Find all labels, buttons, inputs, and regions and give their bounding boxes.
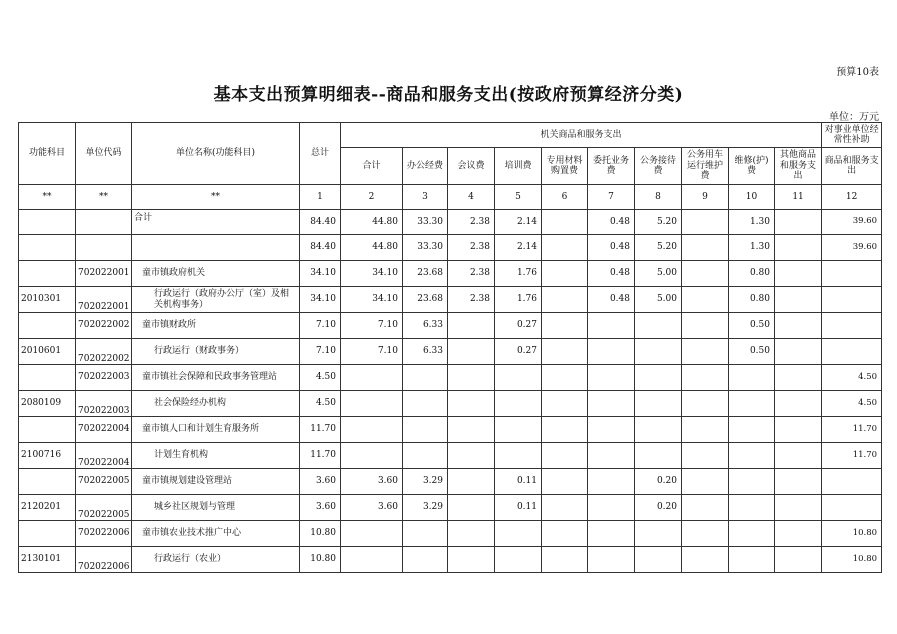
value-cell [775,287,822,313]
value-cell [682,235,729,261]
value-cell [822,313,882,339]
value-cell: 44.80 [341,235,403,261]
value-cell [682,391,729,417]
value-cell: 0.20 [635,495,682,521]
unit-code-cell: 702022005 [76,469,132,495]
value-cell: 10.80 [300,547,341,573]
value-cell: 3.60 [300,469,341,495]
value-cell [775,521,822,547]
unit-name-cell: 童市镇农业技术推广中心 [132,521,300,547]
value-cell [775,443,822,469]
index-cell: 10 [729,185,775,210]
value-cell [341,417,403,443]
value-cell [775,417,822,443]
table-row [19,495,882,521]
value-cell: 0.48 [588,210,635,235]
page-title: 基本支出预算明细表--商品和服务支出(按政府预算经济分类) [213,85,684,105]
unit-code-cell: 702022003 [76,365,132,391]
value-cell [822,339,882,365]
unit-name-cell: 童市镇规划建设管理站 [132,469,300,495]
func-subject-cell: 2120201 [19,495,76,521]
func-subject-cell: 2130101 [19,547,76,573]
value-cell [775,547,822,573]
value-cell [495,521,542,547]
column-header: 合计 [341,148,403,185]
value-cell [588,443,635,469]
value-cell [635,339,682,365]
value-cell [448,469,495,495]
value-cell [495,365,542,391]
index-cell: 12 [822,185,882,210]
index-cell: ** [76,185,132,210]
value-cell [495,443,542,469]
value-cell: 5.20 [635,210,682,235]
table-row [19,235,882,261]
table-row [19,417,882,443]
unit-label: 单位：万元 [829,112,879,123]
value-cell: 0.80 [729,261,775,287]
value-cell [542,547,588,573]
value-cell [448,521,495,547]
index-cell: 2 [341,185,403,210]
value-cell: 84.40 [300,210,341,235]
value-cell [682,287,729,313]
index-cell: 9 [682,185,729,210]
unit-code-cell: 702022001 [76,261,132,287]
value-cell [775,365,822,391]
value-cell [682,417,729,443]
func-subject-cell [19,261,76,287]
table-row [19,547,882,573]
value-cell [341,443,403,469]
value-cell: 23.68 [403,261,448,287]
column-header: 公务接待费 [635,148,682,185]
value-cell: 3.60 [341,495,403,521]
index-cell: 7 [588,185,635,210]
value-cell [448,313,495,339]
value-cell: 84.40 [300,235,341,261]
value-cell: 0.48 [588,261,635,287]
value-cell: 39.60 [822,210,882,235]
value-cell: 0.27 [495,339,542,365]
value-cell [403,391,448,417]
value-cell [542,339,588,365]
header-unit-name: 单位名称(功能科目) [132,123,300,185]
unit-name-cell: 合计 [132,210,300,235]
value-cell: 2.38 [448,210,495,235]
unit-name-cell: 行政运行（财政事务） [132,339,300,365]
value-cell: 23.68 [403,287,448,313]
value-cell [682,495,729,521]
value-cell [542,391,588,417]
func-subject-cell [19,521,76,547]
value-cell [729,365,775,391]
unit-name-cell: 行政运行（农业） [132,547,300,573]
value-cell [403,417,448,443]
header-total: 总计 [300,123,341,185]
value-cell: 11.70 [822,417,882,443]
value-cell [542,235,588,261]
value-cell [403,521,448,547]
value-cell [448,495,495,521]
table-row [19,261,882,287]
value-cell [729,521,775,547]
value-cell: 33.30 [403,235,448,261]
func-subject-cell [19,417,76,443]
value-cell [775,339,822,365]
value-cell [775,313,822,339]
unit-name-cell: 童市镇财政所 [132,313,300,339]
table-body [19,210,882,573]
unit-name-cell: 行政运行（政府办公厅（室）及相关机构事务） [132,287,300,313]
value-cell [542,469,588,495]
value-cell: 7.10 [300,313,341,339]
func-subject-cell [19,210,76,235]
index-cell: 5 [495,185,542,210]
value-cell: 5.20 [635,235,682,261]
value-cell [403,365,448,391]
value-cell: 5.00 [635,261,682,287]
value-cell [822,495,882,521]
value-cell [635,443,682,469]
header-unit-code: 单位代码 [76,123,132,185]
value-cell [588,391,635,417]
value-cell: 3.60 [341,469,403,495]
value-cell: 0.11 [495,469,542,495]
value-cell: 3.29 [403,469,448,495]
table-row [19,521,882,547]
func-subject-cell [19,313,76,339]
value-cell [682,365,729,391]
value-cell [682,547,729,573]
value-cell: 39.60 [822,235,882,261]
value-cell: 4.50 [300,365,341,391]
value-cell [448,391,495,417]
value-cell [495,417,542,443]
value-cell [729,443,775,469]
value-cell [775,235,822,261]
header-func-subject: 功能科目 [19,123,76,185]
value-cell [682,313,729,339]
value-cell [588,547,635,573]
value-cell [682,469,729,495]
value-cell: 4.50 [822,391,882,417]
index-cell: 4 [448,185,495,210]
value-cell: 44.80 [341,210,403,235]
index-cell: ** [132,185,300,210]
value-cell [729,417,775,443]
unit-code-cell: 702022005 [76,495,132,521]
value-cell [682,521,729,547]
table-row [19,339,882,365]
column-header: 其他商品和服务支出 [775,148,822,185]
value-cell [822,261,882,287]
table-row [19,365,882,391]
unit-code-cell: 702022006 [76,547,132,573]
column-header: 维修(护)费 [729,148,775,185]
unit-code-cell: 702022004 [76,443,132,469]
func-subject-cell: 2100716 [19,443,76,469]
value-cell [775,261,822,287]
unit-name-cell: 城乡社区规划与管理 [132,495,300,521]
value-cell [635,417,682,443]
unit-code-cell: 702022001 [76,287,132,313]
value-cell [448,339,495,365]
value-cell [588,521,635,547]
unit-code-cell [76,210,132,235]
header-group-org: 机关商品和服务支出 [341,123,822,148]
value-cell: 7.10 [341,313,403,339]
value-cell [542,417,588,443]
value-cell [588,495,635,521]
value-cell [635,547,682,573]
value-cell [542,313,588,339]
value-cell [682,443,729,469]
budget-table [18,122,882,573]
index-cell: 11 [775,185,822,210]
value-cell [635,313,682,339]
value-cell: 10.80 [822,547,882,573]
unit-name-cell: 社会保险经办机构 [132,391,300,417]
value-cell [682,261,729,287]
value-cell [448,443,495,469]
value-cell: 6.33 [403,313,448,339]
unit-code-cell: 702022003 [76,391,132,417]
value-cell: 34.10 [300,261,341,287]
value-cell [542,521,588,547]
index-cell: 8 [635,185,682,210]
value-cell [403,547,448,573]
column-header: 培训费 [495,148,542,185]
value-cell [822,287,882,313]
unit-code-cell: 702022004 [76,417,132,443]
func-subject-cell: 2010301 [19,287,76,313]
value-cell [775,391,822,417]
func-subject-cell [19,469,76,495]
value-cell [635,365,682,391]
unit-name-cell: 童市镇社会保障和民政事务管理站 [132,365,300,391]
column-header: 委托业务费 [588,148,635,185]
value-cell: 0.48 [588,287,635,313]
value-cell [729,391,775,417]
value-cell [775,495,822,521]
value-cell [588,313,635,339]
header-group-sub: 对事业单位经常性补助 [822,123,882,148]
unit-name-cell: 童市镇人口和计划生育服务所 [132,417,300,443]
unit-name-cell: 计划生育机构 [132,443,300,469]
value-cell [588,469,635,495]
value-cell: 2.14 [495,235,542,261]
table-row [19,210,882,235]
value-cell: 2.14 [495,210,542,235]
value-cell: 5.00 [635,287,682,313]
value-cell: 4.50 [822,365,882,391]
value-cell [729,547,775,573]
value-cell [635,391,682,417]
column-header: 会议费 [448,148,495,185]
value-cell [588,339,635,365]
value-cell: 3.29 [403,495,448,521]
index-cell: ** [19,185,76,210]
unit-code-cell: 702022002 [76,313,132,339]
form-number: 预算10表 [836,67,879,78]
value-cell [542,261,588,287]
value-cell: 11.70 [300,417,341,443]
value-cell [682,339,729,365]
value-cell: 34.10 [341,261,403,287]
value-cell: 1.76 [495,287,542,313]
value-cell [341,521,403,547]
column-header: 专用材料购置费 [542,148,588,185]
value-cell [775,210,822,235]
value-cell: 0.50 [729,313,775,339]
value-cell [542,210,588,235]
column-header: 商品和服务支出 [822,148,882,185]
unit-name-cell: 童市镇政府机关 [132,261,300,287]
value-cell: 11.70 [300,443,341,469]
func-subject-cell: 2080109 [19,391,76,417]
value-cell: 34.10 [300,287,341,313]
value-cell [775,469,822,495]
func-subject-cell: 2010601 [19,339,76,365]
table-row [19,313,882,339]
index-cell: 1 [300,185,341,210]
value-cell: 1.76 [495,261,542,287]
value-cell [635,521,682,547]
value-cell: 11.70 [822,443,882,469]
index-cell: 3 [403,185,448,210]
value-cell [729,495,775,521]
table-row [19,391,882,417]
value-cell [588,417,635,443]
value-cell: 1.30 [729,210,775,235]
value-cell [729,469,775,495]
value-cell: 6.33 [403,339,448,365]
value-cell: 0.50 [729,339,775,365]
value-cell: 7.10 [300,339,341,365]
value-cell: 0.80 [729,287,775,313]
value-cell [495,391,542,417]
table-row [19,443,882,469]
table-row [19,287,882,313]
value-cell [542,443,588,469]
table-row [19,469,882,495]
value-cell: 34.10 [341,287,403,313]
value-cell [822,469,882,495]
value-cell [542,365,588,391]
func-subject-cell [19,235,76,261]
value-cell: 7.10 [341,339,403,365]
value-cell [495,547,542,573]
value-cell: 4.50 [300,391,341,417]
value-cell: 2.38 [448,287,495,313]
unit-code-cell: 702022006 [76,521,132,547]
unit-code-cell: 702022002 [76,339,132,365]
value-cell [341,391,403,417]
value-cell: 33.30 [403,210,448,235]
func-subject-cell [19,365,76,391]
value-cell: 10.80 [822,521,882,547]
value-cell [448,365,495,391]
value-cell [403,443,448,469]
index-row [19,185,882,210]
value-cell: 0.20 [635,469,682,495]
value-cell: 0.48 [588,235,635,261]
column-header: 公务用车运行维护费 [682,148,729,185]
value-cell: 2.38 [448,235,495,261]
value-cell: 2.38 [448,261,495,287]
value-cell: 0.11 [495,495,542,521]
value-cell: 1.30 [729,235,775,261]
value-cell: 10.80 [300,521,341,547]
index-cell: 6 [542,185,588,210]
value-cell [448,417,495,443]
value-cell [682,210,729,235]
value-cell [341,365,403,391]
value-cell: 3.60 [300,495,341,521]
column-header: 办公经费 [403,148,448,185]
value-cell [588,365,635,391]
value-cell [448,547,495,573]
value-cell [341,547,403,573]
unit-name-cell [132,235,300,261]
value-cell [542,495,588,521]
unit-code-cell [76,235,132,261]
value-cell [542,287,588,313]
value-cell: 0.27 [495,313,542,339]
